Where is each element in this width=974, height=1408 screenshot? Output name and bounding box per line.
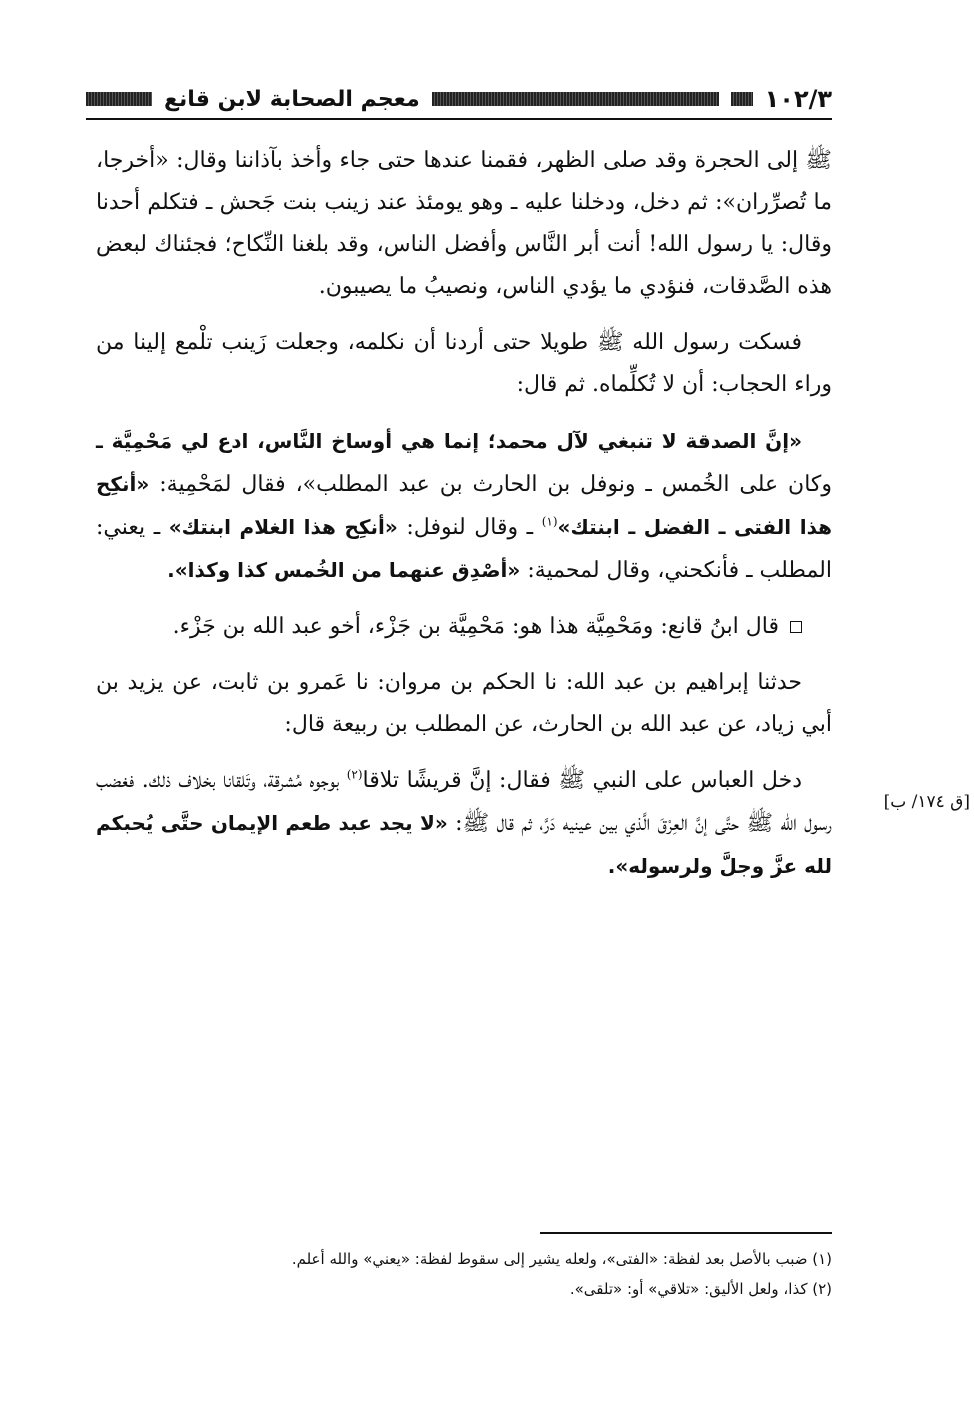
footnote-rule [540,1232,832,1234]
hadith-quote: «إنَّ الصدقة لا تنبغي لآل محمد؛ إنما هي أوساخ النَّاس، ادع لي مَحْمِيَّة ـ [96,429,802,453]
header-ornament-bar [432,92,719,106]
header-ornament-bar [86,92,152,106]
paragraph [96,760,832,888]
footnotes [96,1244,832,1304]
narration-text: دخل العباس على النبي ﷺ فقال: إنَّ قريشًا تلاقا [362,768,802,793]
paragraph [96,420,832,592]
hadith-quote: «أصْدِق عنهما من الخُمس كذا وكذا». [167,558,521,582]
paragraph: ﷺ إلى الحجرة وقد صلى الظهر، فقمنا عندها حتى جاء وأخذ بآذاننا وقال: «أخرجا، ما تُصرِّران»: ثم دخل، ودخلنا عليه ـ وهو يومئذ عند زينب بنت جَحش ـ فتكلم أحدنا وقال: يا رسول الله! أنت أبر النَّاس وأفضل الناس، وقد بلغنا النِّكاح؛ فجئناك لبعض هذه الصَّدقات، فنؤدي ما يؤدي الناس، ونصيبُ ما يصيبون. [96,148,832,299]
narration-text: ـ يعني: المطلب ـ فأنكحني، وقال لمحمية: [96,515,832,583]
paragraph: حدثنا إبراهيم بن عبد الله: نا الحكم بن مروان: نا عَمرو بن ثابت، عن يزيد بن أبي زياد، عن عبد الله بن الحارث، عن المطلب بن ربيعة قال: [96,670,832,737]
narration-text: بوجوه مُشرقة، وتَلقانا بخلاف ذلك. فغضب رسول الله ﷺ حتَّى إنَّ العِرْقَ الَّذي بين عينيه دَرَّ، ثم قال ﷺ: [96,768,832,836]
main-text [96,140,832,902]
footnote: (٢) كذا، ولعل الأليق: «تلاقي» أو: «تلقى». [569,1280,832,1298]
hadith-quote: «لا يجد عبد طعم الإيمان حتَّى يُحبكم لله عزَّ وجلَّ ولرسوله». [96,811,832,878]
footnote: (١) ضبب بالأصل بعد لفظة: «الفتى»، ولعله يشير إلى سقوط لفظة: «يعني» والله أعلم. [291,1250,832,1268]
page-header [86,84,832,114]
hadith-quote: «أنكِح هذا الفتى ـ الفضل ـ ابنتك» [96,472,832,539]
page-number: ١٠٢/٣ [764,85,832,113]
footnote-marker: (١) [541,514,558,529]
manuscript-folio-reference: [ق ١٧٤/ ب] [883,792,970,812]
header-ornament-bar [731,92,753,106]
narration-text: ـ وقال لنوفل: [406,515,534,540]
header-rule [86,118,832,120]
footnote-marker: (٢) [346,767,363,782]
paragraph: فسكت رسول الله ﷺ طويلا حتى أردنا أن نكلمه، وجعلت زَينب تلْمع إلينا من وراء الحجاب: أن لا تُكلِّماه. ثم قال: [96,330,832,397]
narration-text: وكان على الخُمس ـ ونوفل بن الحارث بن عبد المطلب»، فقال لمَحْمِية: [159,472,832,497]
hadith-quote: «أنكِح هذا الغلام ابنتك» [168,515,398,539]
narration-text: قال ابنُ قانع: ومَحْمِيَّة هذا هو: مَحْمِيَّة بن جَزْء، أخو عبد الله بن جَزْء. [172,614,779,639]
square-bullet-icon [790,621,802,633]
paragraph [96,606,832,648]
book-title: معجم الصحابة لابن قانع [164,86,420,112]
